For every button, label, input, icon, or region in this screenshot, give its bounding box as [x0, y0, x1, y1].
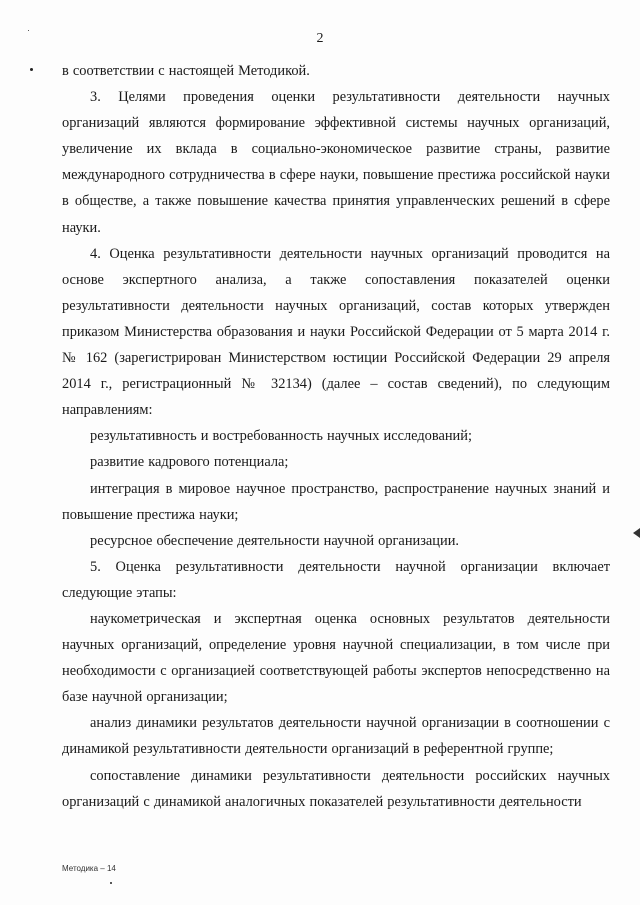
body-text — [62, 58, 610, 815]
direction-item: интеграция в мировое научное пространство, распространение научных знаний и повышение престижа науки; — [62, 480, 610, 523]
paragraph-item-4: 4. Оценка результативности деятельности научных организаций проводится на основе экспертного анализа, а также сопоставления показателей оценки результативности деятельности научных организаций, состав которых утвержден приказом Министерства образования и науки Российской Федерации от 5 марта 2014 г. № 162 (зарегистрирован Министерством юстиции Российской Федерации 29 апреля 2014 г., регистрационный № 32134) (далее – состав сведений), по следующим направлениям: — [62, 245, 610, 419]
scan-speck — [110, 882, 112, 884]
direction-item: ресурсное обеспечение деятельности научной организации. — [90, 532, 459, 549]
page-footer: Методика – 14 — [62, 864, 116, 873]
direction-item: развитие кадрового потенциала; — [90, 454, 289, 471]
stage-item: анализ динамики результатов деятельности научной организации в соотношении с динамикой результативности деятельности организаций в референтной группе; — [62, 715, 610, 758]
page-number: 2 — [316, 31, 324, 46]
stage-item: наукометрическая и экспертная оценка основных результатов деятельности научных организаций, определение уровня научной специализации, в том числе при необходимости с организацией соответствующей работы экспертов непосредственно на базе научной организации; — [62, 610, 610, 706]
paragraph-item-3: 3. Целями проведения оценки результативности деятельности научных организаций являются формирование эффективной системы научных организаций, увеличение их вклада в социально-экономическое развитие страны, развитие международного сотрудничества в сфере науки, повышение престижа российской науки в обществе, а также повышение качества принятия управленческих решений в сфере науки. — [62, 89, 610, 236]
scan-speck — [30, 68, 33, 71]
paragraph-item-5: 5. Оценка результативности деятельности научной организации включает следующие этапы: — [62, 558, 610, 601]
scan-edge-mark — [633, 528, 640, 538]
direction-item: результативность и востребованность научных исследований; — [90, 428, 472, 445]
scan-speck — [28, 30, 29, 31]
paragraph-continuation: в соответствии с настоящей Методикой. — [62, 63, 310, 79]
stage-item: сопоставление динамики результативности деятельности российских научных организаций с динамикой аналогичных показателей результативности деятельности — [62, 767, 610, 810]
